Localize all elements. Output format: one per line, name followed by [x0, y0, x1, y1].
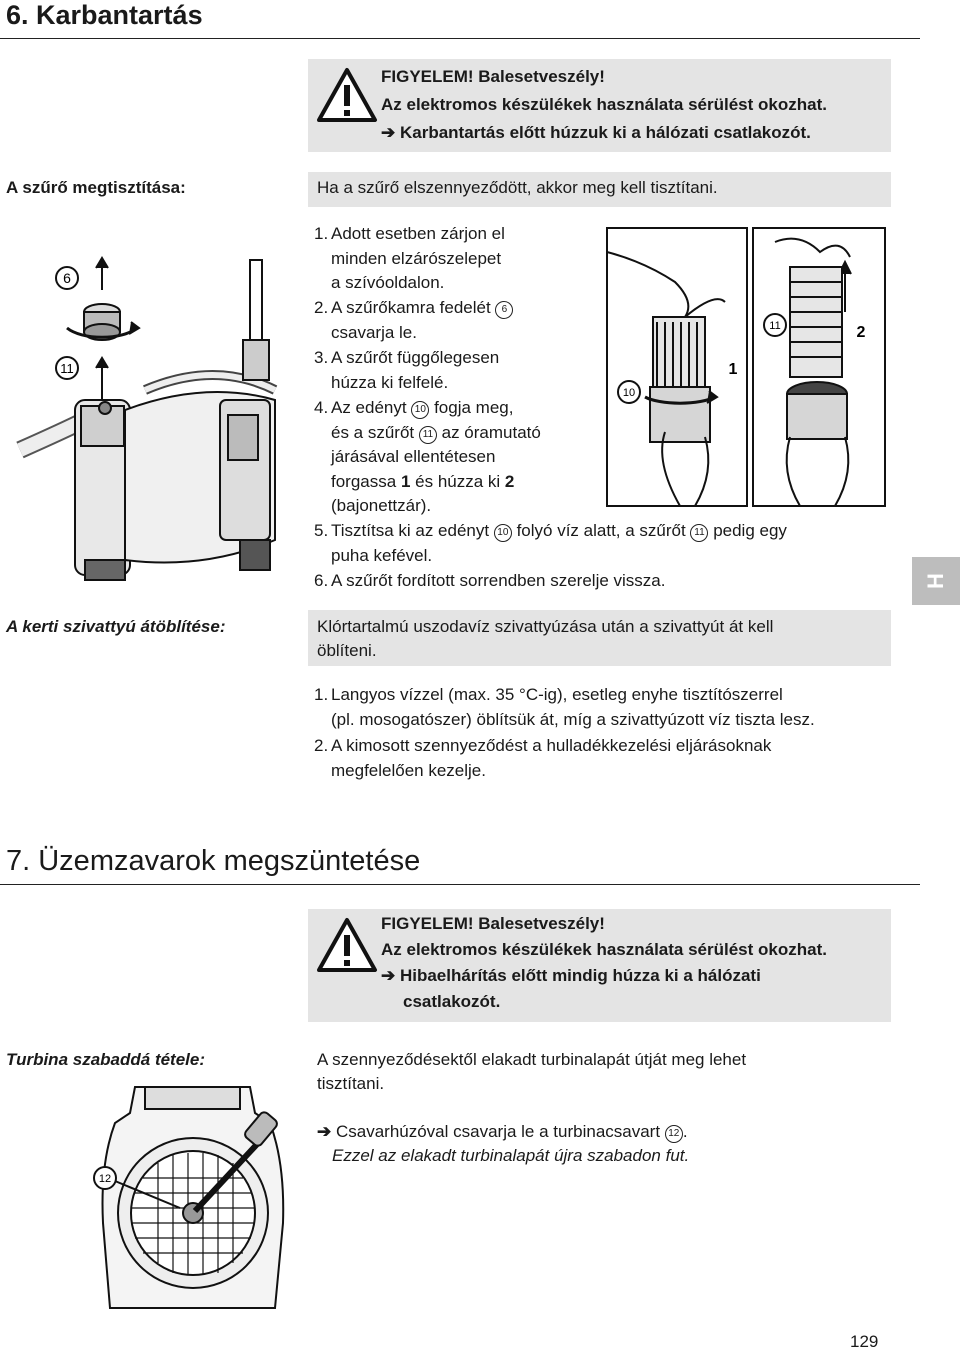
warning-instruction: ➔ Karbantartás előtt húzzuk ki a hálózati csatlakozót.: [381, 123, 811, 142]
warning-text: Az elektromos készülékek használata sérülést okozhat.: [381, 95, 827, 114]
callout-11: 11: [60, 361, 74, 376]
filter-label: A szűrő megtisztítása:: [6, 178, 186, 197]
callout-10: 10: [622, 387, 636, 399]
arrow-right-icon: ➔: [317, 1122, 336, 1141]
pump-filter-illustration: [5, 240, 300, 590]
arrow-right-icon: ➔: [381, 123, 400, 142]
arrow-right-icon: ➔: [381, 966, 400, 985]
turbine-intro: A szennyeződésektől elakadt turbinalapát útját meg lehet tisztítani.: [317, 1050, 747, 1093]
callout-6: 6: [63, 270, 71, 286]
flush-label: A kerti szivattyú átöblítése:: [6, 617, 226, 636]
warning-triangle-icon: [316, 67, 378, 123]
callout-ref: 6: [495, 301, 513, 319]
turbine-illustration: [85, 1083, 300, 1313]
filter-intro: Ha a szűrő elszennyeződött, akkor meg kell tisztítani.: [308, 172, 891, 207]
section-title-2: 7. Üzemzavarok megszüntetése: [6, 845, 421, 877]
page-number: 129: [850, 1332, 879, 1351]
turbine-label: Turbina szabaddá tétele:: [6, 1050, 206, 1069]
callout-step-1: 1: [728, 361, 738, 378]
warning-box-2: [308, 909, 891, 1022]
callout-step-2: 2: [856, 324, 866, 341]
warning-triangle-icon: [316, 917, 378, 973]
warning-text: Az elektromos készülékek használata sérülést okozhat.: [381, 940, 827, 959]
warning-heading: FIGYELEM! Balesetveszély!: [381, 67, 605, 86]
callout-12: 12: [98, 1173, 112, 1185]
section-title: 6. Karbantartás: [6, 0, 203, 30]
title-rule: [0, 38, 920, 39]
warning-box: [308, 59, 891, 152]
language-tab: H: [912, 557, 960, 605]
warning-heading: FIGYELEM! Balesetveszély!: [381, 914, 605, 933]
filter-removal-illustration: [585, 222, 890, 512]
turbine-instruction: ➔ Csavarhúzóval csavarja le a turbinacsavart 12 . Ezzel az elakadt turbinalapát újra szabadon fut.: [317, 1122, 690, 1165]
callout-11b: 11: [769, 320, 781, 332]
flush-intro: Klórtartalmú uszodavíz szivattyúzása után a szivattyút át kell öblíteni.: [308, 610, 891, 666]
title-rule-2: [0, 884, 920, 885]
warning-instruction: ➔ Hibaelhárítás előtt mindig húzza ki a hálózati csatlakozót.: [381, 966, 761, 1011]
